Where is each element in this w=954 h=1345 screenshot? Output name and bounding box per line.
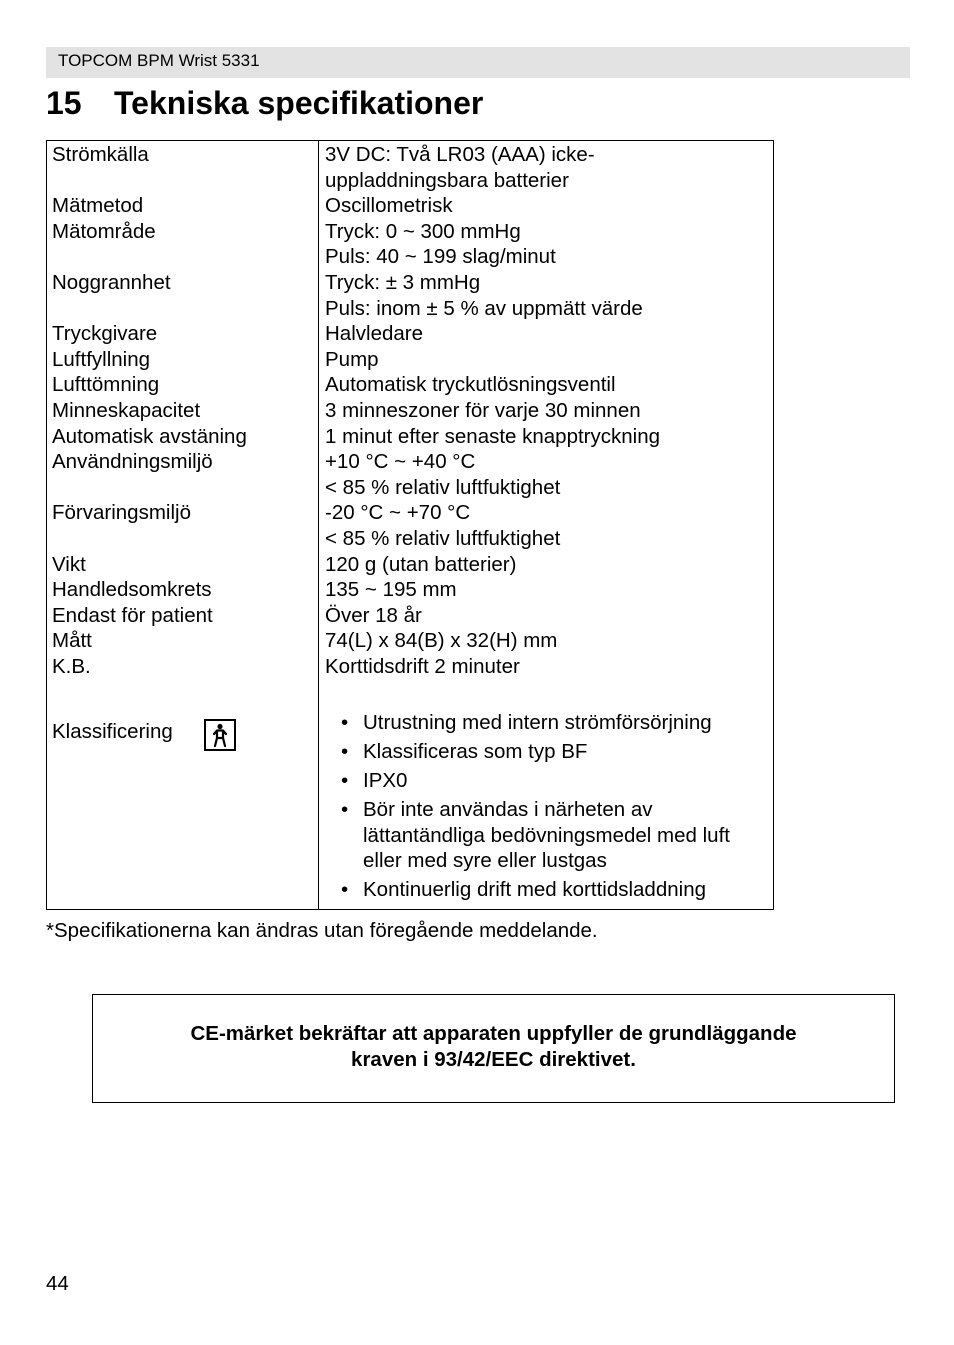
classification-item-text: Utrustning med intern strömförsörjning xyxy=(363,711,712,734)
classification-item-text: Klassificeras som typ BF xyxy=(363,739,588,763)
running-header-title: TOPCOM BPM Wrist 5331 xyxy=(58,51,260,70)
bullet-icon: • xyxy=(341,878,349,902)
spec-value: 3V DC: Två LR03 (AAA) icke- xyxy=(325,143,595,166)
spec-value: Automatisk tryckutlösningsventil xyxy=(325,373,616,397)
footnote: *Specifikationerna kan ändras utan föregående meddelande. xyxy=(46,919,598,942)
spec-label: Endast för patient xyxy=(52,603,213,627)
classification-label: Klassificering xyxy=(52,720,173,743)
spec-label: Luftfyllning xyxy=(52,347,151,371)
spec-label: Strömkälla xyxy=(52,143,149,166)
spec-label: Automatisk avstäning xyxy=(52,424,247,448)
spec-value: 120 g (utan batterier) xyxy=(325,552,517,576)
classification-item-text: Kontinuerlig drift med korttidsladdning xyxy=(363,878,706,902)
spec-label: Mätmetod xyxy=(52,194,144,218)
list-item xyxy=(325,739,769,765)
section-heading xyxy=(46,82,483,124)
bullet-icon: • xyxy=(341,797,349,821)
classification-item-text: Bör inte användas i närheten av xyxy=(363,797,653,821)
spec-label: Mätområde xyxy=(52,219,156,243)
classification-item-text: eller med syre eller lustgas xyxy=(363,849,607,873)
spec-value: 3 minneszoner för varje 30 minnen xyxy=(325,399,641,422)
spec-value: Pump xyxy=(325,347,379,371)
spec-label: Förvaringsmiljö xyxy=(52,501,191,525)
ce-notice-text xyxy=(93,1021,894,1073)
spec-label: Vikt xyxy=(52,552,86,576)
table-column-divider xyxy=(318,141,319,909)
classification-item-text: lättantändliga bedövningsmedel med luft xyxy=(363,823,730,847)
spec-value: Tryck: ± 3 mmHg xyxy=(325,271,481,294)
page-number: 44 xyxy=(46,1272,69,1295)
spec-value: < 85 % relativ luftfuktighet xyxy=(325,475,561,499)
spec-label: Lufttömning xyxy=(52,373,160,397)
section-title: Tekniska specifikationer xyxy=(114,85,484,121)
spec-value: Tryck: 0 ~ 300 mmHg xyxy=(325,219,521,243)
spec-label: Minneskapacitet xyxy=(52,399,201,422)
spec-label: Användningsmiljö xyxy=(52,450,213,474)
spec-value: Puls: 40 ~ 199 slag/minut xyxy=(325,245,556,269)
spec-label: Noggrannhet xyxy=(52,271,171,294)
spec-value: Oscillometrisk xyxy=(325,194,453,218)
list-item xyxy=(325,877,769,903)
bullet-icon: • xyxy=(341,711,349,734)
spec-value: 74(L) x 84(B) x 32(H) mm xyxy=(325,629,558,653)
bullet-icon: • xyxy=(341,739,349,763)
spec-value: +10 °C ~ +40 °C xyxy=(325,450,476,474)
list-item xyxy=(325,768,769,794)
spec-value: 135 ~ 195 mm xyxy=(325,578,457,602)
ce-notice-line: CE-märket bekräftar att apparaten uppfyller de grundläggande xyxy=(190,1022,797,1045)
spec-value: Halvledare xyxy=(325,322,423,346)
spec-label: Mått xyxy=(52,629,92,653)
bullet-icon: • xyxy=(341,768,349,792)
spec-label: Tryckgivare xyxy=(52,322,158,346)
spec-label: K.B. xyxy=(52,655,91,678)
spec-label: Handledsomkrets xyxy=(52,578,212,602)
ce-notice-line: kraven i 93/42/EEC direktivet. xyxy=(351,1048,636,1071)
spec-value: 1 minut efter senaste knapptryckning xyxy=(325,424,661,448)
ce-notice-box xyxy=(92,994,895,1103)
classification-list xyxy=(325,710,769,906)
spec-value: Korttidsdrift 2 minuter xyxy=(325,655,520,678)
specifications-table xyxy=(46,140,774,910)
spec-value: < 85 % relativ luftfuktighet xyxy=(325,527,561,550)
list-item xyxy=(325,710,769,736)
running-header xyxy=(46,47,910,78)
spec-value: Puls: inom ± 5 % av uppmätt värde xyxy=(325,296,643,320)
type-bf-applied-part-icon xyxy=(204,719,236,751)
section-number: 15 xyxy=(46,85,82,121)
spec-value: Över 18 år xyxy=(325,603,422,627)
classification-item-text: IPX0 xyxy=(363,768,408,792)
list-item xyxy=(325,797,769,874)
spec-value: uppladdningsbara batterier xyxy=(325,168,569,192)
spec-value: -20 °C ~ +70 °C xyxy=(325,501,471,525)
